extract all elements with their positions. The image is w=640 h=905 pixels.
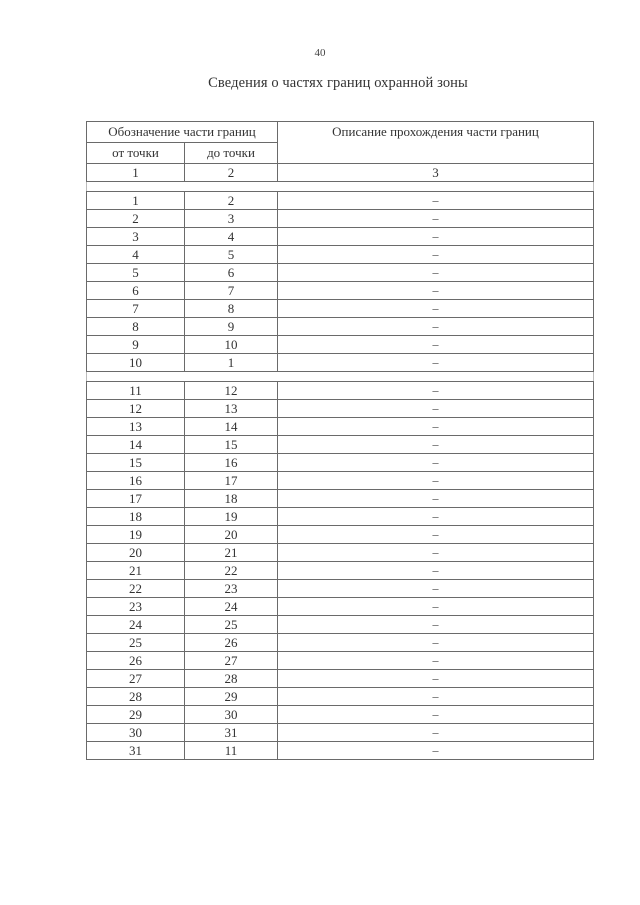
from-point-cell: 23 [87,598,185,616]
description-cell: – [278,688,594,706]
table-row [87,472,594,490]
table-row [87,598,594,616]
from-point-cell: 25 [87,634,185,652]
to-point-cell: 8 [185,300,278,318]
description-cell: – [278,598,594,616]
from-point-cell: 19 [87,526,185,544]
from-point-cell: 13 [87,418,185,436]
from-point-cell: 31 [87,742,185,760]
description-cell: – [278,544,594,562]
to-point-cell: 7 [185,282,278,300]
description-cell: – [278,526,594,544]
table-row [87,508,594,526]
page-number: 40 [314,47,326,59]
table-row [87,490,594,508]
table-row [87,454,594,472]
to-point-cell: 30 [185,706,278,724]
table-row [87,526,594,544]
to-point-cell: 10 [185,336,278,354]
table-row [87,688,594,706]
table-row [87,192,594,210]
from-point-cell: 2 [87,210,185,228]
from-point-cell: 27 [87,670,185,688]
description-cell: – [278,336,594,354]
description-cell: – [278,436,594,454]
from-point-cell: 24 [87,616,185,634]
to-point-cell: 27 [185,652,278,670]
table-row [87,210,594,228]
header-to-point: до точки [185,143,278,164]
to-point-cell: 16 [185,454,278,472]
description-cell: – [278,724,594,742]
table-row [87,652,594,670]
from-point-cell: 16 [87,472,185,490]
description-cell: – [278,472,594,490]
to-point-cell: 9 [185,318,278,336]
from-point-cell: 15 [87,454,185,472]
description-cell: – [278,264,594,282]
table-row [87,670,594,688]
section-separator-cell [87,182,594,192]
column-number: 2 [185,164,278,182]
description-cell: – [278,228,594,246]
from-point-cell: 26 [87,652,185,670]
section-separator-row [87,372,594,382]
section-separator-row [87,182,594,192]
from-point-cell: 14 [87,436,185,454]
table-row [87,336,594,354]
from-point-cell: 12 [87,400,185,418]
from-point-cell: 7 [87,300,185,318]
table-row [87,228,594,246]
to-point-cell: 5 [185,246,278,264]
table-row [87,246,594,264]
description-cell: – [278,454,594,472]
from-point-cell: 6 [87,282,185,300]
description-cell: – [278,670,594,688]
table-row [87,706,594,724]
to-point-cell: 24 [185,598,278,616]
description-cell: – [278,382,594,400]
from-point-cell: 20 [87,544,185,562]
from-point-cell: 30 [87,724,185,742]
table-row [87,544,594,562]
column-number: 3 [278,164,594,182]
description-cell: – [278,616,594,634]
table-row [87,562,594,580]
description-cell: – [278,580,594,598]
from-point-cell: 21 [87,562,185,580]
description-cell: – [278,634,594,652]
to-point-cell: 29 [185,688,278,706]
table-row [87,634,594,652]
description-cell: – [278,706,594,724]
from-point-cell: 5 [87,264,185,282]
to-point-cell: 21 [185,544,278,562]
to-point-cell: 6 [185,264,278,282]
description-cell: – [278,282,594,300]
table-row [87,382,594,400]
table-row [87,724,594,742]
to-point-cell: 20 [185,526,278,544]
boundary-parts-table [86,121,594,760]
description-cell: – [278,508,594,526]
column-numbers-row [87,164,594,182]
table-row [87,282,594,300]
table-row [87,616,594,634]
description-cell: – [278,742,594,760]
to-point-cell: 18 [185,490,278,508]
table-row [87,418,594,436]
to-point-cell: 15 [185,436,278,454]
column-number: 1 [87,164,185,182]
from-point-cell: 1 [87,192,185,210]
description-cell: – [278,354,594,372]
from-point-cell: 17 [87,490,185,508]
header-boundary-designation: Обозначение части границ [87,122,278,143]
from-point-cell: 8 [87,318,185,336]
to-point-cell: 4 [185,228,278,246]
to-point-cell: 2 [185,192,278,210]
description-cell: – [278,192,594,210]
description-cell: – [278,300,594,318]
from-point-cell: 9 [87,336,185,354]
header-from-point: от точки [87,143,185,164]
description-cell: – [278,652,594,670]
to-point-cell: 3 [185,210,278,228]
to-point-cell: 25 [185,616,278,634]
description-cell: – [278,246,594,264]
to-point-cell: 23 [185,580,278,598]
description-cell: – [278,210,594,228]
from-point-cell: 4 [87,246,185,264]
to-point-cell: 31 [185,724,278,742]
to-point-cell: 17 [185,472,278,490]
to-point-cell: 12 [185,382,278,400]
table-row [87,580,594,598]
to-point-cell: 11 [185,742,278,760]
to-point-cell: 19 [185,508,278,526]
header-description: Описание прохождения части границ [278,122,594,164]
table-row [87,354,594,372]
table-row [87,436,594,454]
table-row [87,742,594,760]
to-point-cell: 1 [185,354,278,372]
to-point-cell: 14 [185,418,278,436]
from-point-cell: 3 [87,228,185,246]
section-separator-cell [87,372,594,382]
to-point-cell: 22 [185,562,278,580]
from-point-cell: 22 [87,580,185,598]
to-point-cell: 26 [185,634,278,652]
description-cell: – [278,490,594,508]
to-point-cell: 13 [185,400,278,418]
table-row [87,264,594,282]
from-point-cell: 10 [87,354,185,372]
description-cell: – [278,400,594,418]
from-point-cell: 28 [87,688,185,706]
document-title: Сведения о частях границ охранной зоны [208,75,468,91]
from-point-cell: 11 [87,382,185,400]
description-cell: – [278,562,594,580]
from-point-cell: 18 [87,508,185,526]
description-cell: – [278,418,594,436]
table-row [87,400,594,418]
table-row [87,318,594,336]
table-row [87,300,594,318]
to-point-cell: 28 [185,670,278,688]
description-cell: – [278,318,594,336]
from-point-cell: 29 [87,706,185,724]
